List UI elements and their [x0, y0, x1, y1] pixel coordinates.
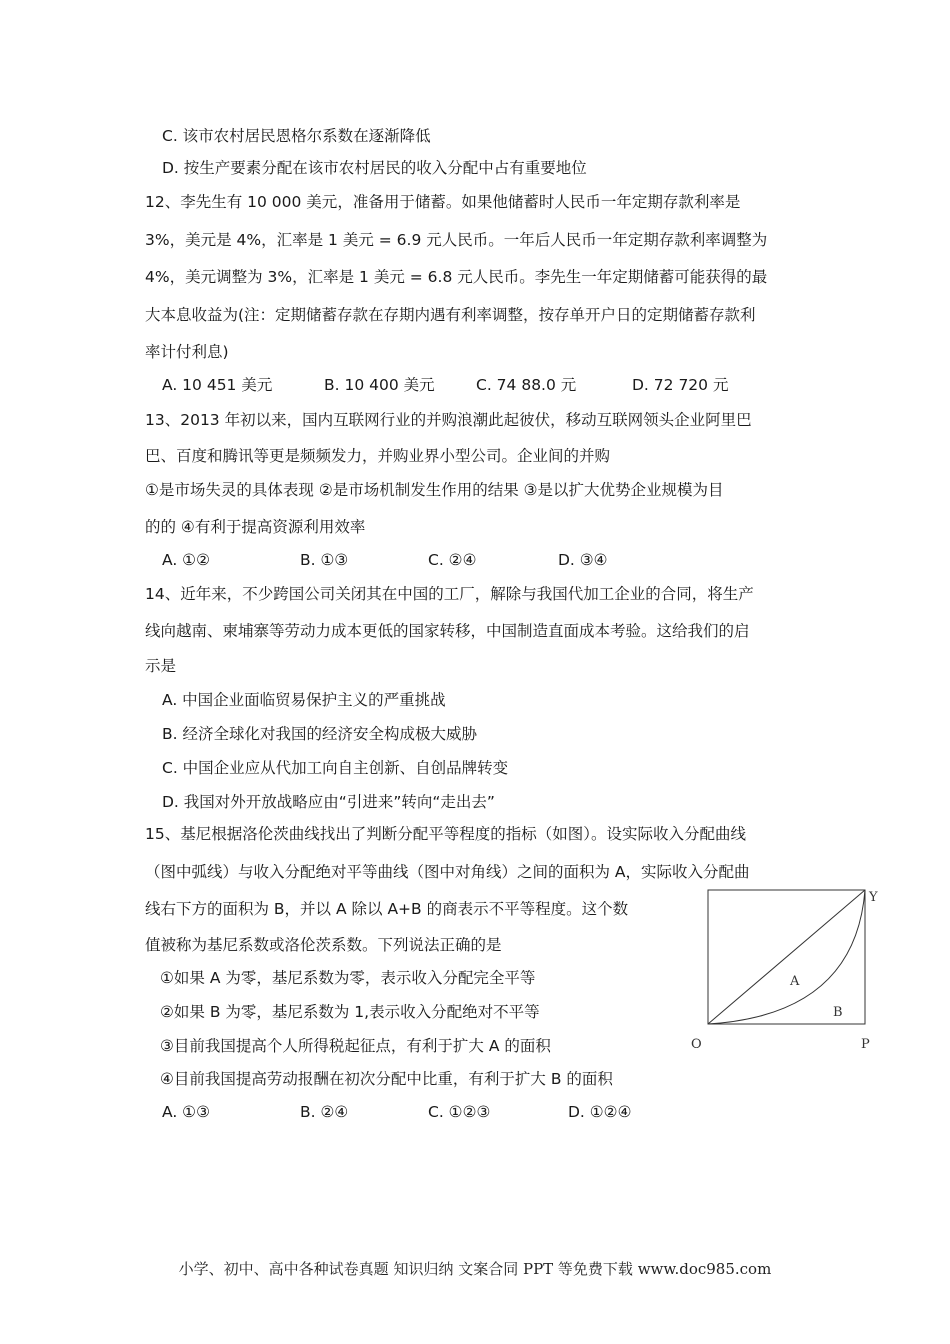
q15-option-c: C. ①②③ [428, 1103, 491, 1121]
q12-option-a: A. 10 451 美元 [162, 376, 273, 394]
q12-option-c: C. 74 88.0 元 [476, 376, 577, 394]
q15-option-a: A. ①③ [162, 1103, 210, 1121]
page-footer: 小学、初中、高中各种试卷真题 知识归纳 文案合同 PPT 等免费下载 www.doc985.com [178, 1260, 772, 1278]
q12-stem-line-5: 率计付利息) [145, 343, 229, 361]
q15-option-b: B. ②④ [300, 1103, 349, 1121]
q13-stem-line-2: 巴、百度和腾讯等更是频频发力，并购业界小型公司。企业间的并购 [145, 447, 611, 465]
q15-item-4: ④目前我国提高劳动报酬在初次分配中比重，有利于扩大 B 的面积 [160, 1070, 613, 1088]
label-y: Y [869, 890, 878, 905]
q15-option-d: D. ①②④ [568, 1103, 632, 1121]
q14-stem-line-1: 14、近年来，不少跨国公司关闭其在中国的工厂，解除与我国代加工企业的合同，将生产 [145, 585, 754, 603]
label-area-a: A [790, 974, 800, 989]
q13-option-a: A. ①② [162, 551, 210, 569]
label-o: O [691, 1037, 702, 1052]
q12-stem-line-3: 4%，美元调整为 3%，汇率是 1 美元 = 6.8 元人民币。李先生一年定期储蓄可能获得的最 [145, 268, 768, 286]
q14-stem-line-3: 示是 [145, 657, 177, 675]
q14-option-c: C. 中国企业应从代加工向自主创新、自创品牌转变 [162, 759, 509, 777]
q12-stem-line-1: 12、李先生有 10 000 美元，准备用于储蓄。如果他储蓄时人民币一年定期存款利率是 [145, 193, 741, 211]
lorenz-curve-figure [685, 885, 885, 1055]
lorenz-curve-svg [685, 885, 885, 1055]
label-p: P [861, 1037, 870, 1052]
q15-item-1: ①如果 A 为零，基尼系数为零，表示收入分配完全平等 [160, 969, 536, 987]
q13-stem-line-1: 13、2013 年初以来，国内互联网行业的并购浪潮此起彼伏，移动互联网领头企业阿里巴 [145, 411, 752, 429]
q13-option-b: B. ①③ [300, 551, 349, 569]
q14-option-d: D. 我国对外开放战略应由“引进来”转向“走出去” [162, 793, 495, 811]
q13-items-line-1: ①是市场失灵的具体表现 ②是市场机制发生作用的结果 ③是以扩大优势企业规模为目 [145, 481, 724, 499]
label-area-b: B [833, 1005, 843, 1020]
q13-items-line-2: 的的 ④有利于提高资源利用效率 [145, 518, 366, 536]
q12-stem-line-4: 大本息收益为(注：定期储蓄存款在存期内遇有利率调整，按存单开户日的定期储蓄存款利 [145, 306, 756, 324]
q15-stem-line-3: 线右下方的面积为 B，并以 A 除以 A+B 的商表示不平等程度。这个数 [145, 900, 629, 918]
q11-option-d: D. 按生产要素分配在该市农村居民的收入分配中占有重要地位 [162, 159, 587, 177]
q15-item-2: ②如果 B 为零，基尼系数为 1,表示收入分配绝对不平等 [160, 1003, 540, 1021]
q14-option-a: A. 中国企业面临贸易保护主义的严重挑战 [162, 691, 446, 709]
q12-option-d: D. 72 720 元 [632, 376, 729, 394]
q11-option-c: C. 该市农村居民恩格尔系数在逐渐降低 [162, 127, 431, 145]
q14-option-b: B. 经济全球化对我国的经济安全构成极大威胁 [162, 725, 477, 743]
q12-stem-line-2: 3%，美元是 4%，汇率是 1 美元 = 6.9 元人民币。一年后人民币一年定期存款利率调整为 [145, 231, 768, 249]
equality-diagonal [708, 890, 865, 1024]
q15-stem-line-2: （图中弧线）与收入分配绝对平等曲线（图中对角线）之间的面积为 A，实际收入分配曲 [145, 863, 750, 881]
q12-option-b: B. 10 400 美元 [324, 376, 435, 394]
q15-stem-line-4: 值被称为基尼系数或洛伦茨系数。下列说法正确的是 [145, 936, 502, 954]
q15-stem-line-1: 15、基尼根据洛伦茨曲线找出了判断分配平等程度的指标（如图）。设实际收入分配曲线 [145, 825, 746, 843]
q14-stem-line-2: 线向越南、柬埔寨等劳动力成本更低的国家转移，中国制造直面成本考验。这给我们的启 [145, 622, 750, 640]
q15-item-3: ③目前我国提高个人所得税起征点，有利于扩大 A 的面积 [160, 1037, 551, 1055]
q13-option-d: D. ③④ [558, 551, 608, 569]
q13-option-c: C. ②④ [428, 551, 477, 569]
